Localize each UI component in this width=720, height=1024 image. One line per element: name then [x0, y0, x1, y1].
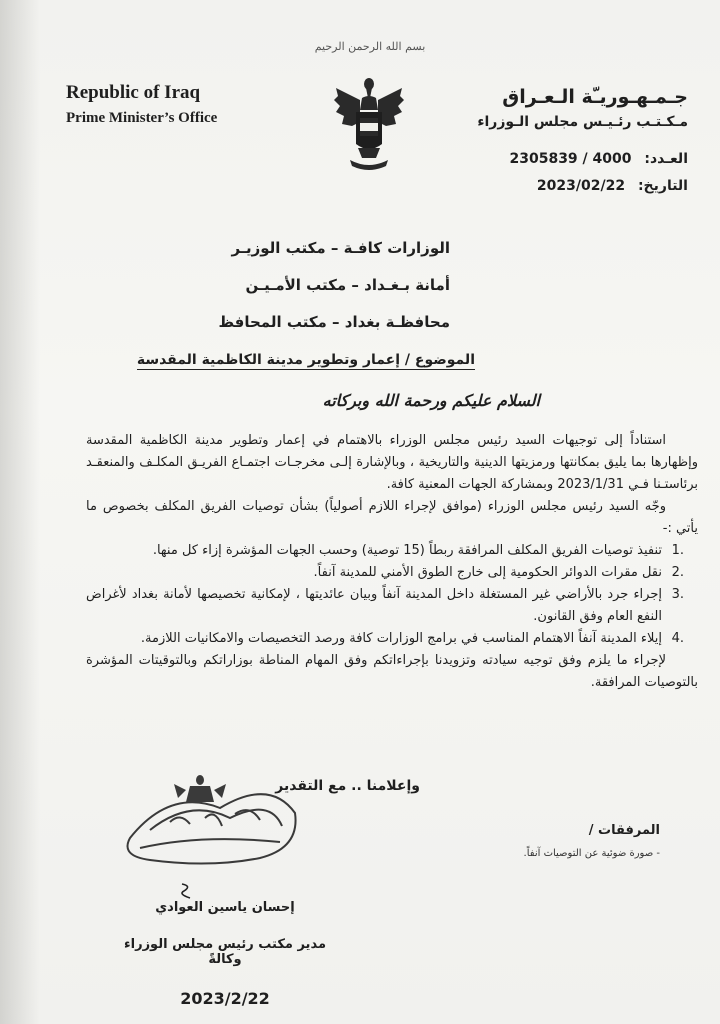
signature-mark-icon	[174, 882, 204, 900]
header-arabic-office: مـكـتـب رئـيـس مجلس الـوزراء	[477, 114, 688, 130]
list-item-number: 4.	[671, 631, 684, 646]
signature-date: 2023/2/22	[180, 989, 270, 1008]
reference-block	[509, 146, 688, 200]
header-english	[66, 82, 217, 127]
body-paragraph: وجّه السيد رئيس مجلس الوزراء (موافق لإجراء اللازم أصولياً) بشأن توصيات الفريق المكلف بخصوص ما يأتي :-	[86, 499, 698, 536]
letter-body	[86, 430, 698, 694]
page-edge-shadow	[0, 0, 40, 1024]
list-item-number: 1.	[671, 543, 684, 558]
eagle-emblem-icon	[332, 74, 406, 174]
attachments-title: المرفقات /	[588, 823, 660, 838]
directive-list	[86, 540, 698, 650]
recipient-line: محافظـة بغداد – مكتب المحافظ	[218, 313, 450, 331]
greeting: السلام عليكم ورحمة الله وبركاته	[322, 391, 540, 410]
closing-line: وإعلامنا .. مع التقدير	[275, 778, 420, 794]
attachments-block	[524, 823, 660, 859]
subject-line: الموضوع / إعمار وتطوير مدينة الكاظمية المقدسة	[136, 352, 475, 368]
basmala: بسم الله الرحمن الرحيم	[314, 40, 426, 53]
list-item-number: 2.	[671, 565, 684, 580]
list-item-number: 3.	[671, 587, 684, 602]
list-item-text: إيلاء المدينة آنفاً الاهتمام المناسب في برامج الوزارات كافة ورصد التخصيصات والامكانيات اللازمة.	[140, 631, 662, 646]
list-item	[86, 540, 684, 562]
list-item	[86, 562, 684, 584]
list-item-text: نقل مقرات الدوائر الحكومية إلى خارج الطوق الأمني للمدينة آنفاً.	[313, 565, 662, 580]
header-english-country: Republic of Iraq	[66, 82, 201, 103]
attachment-item: - صورة ضوئية عن التوصيات آنفاً.	[523, 848, 660, 859]
signer-name: إحسان ياسين العوادي	[155, 900, 295, 915]
header-arabic	[477, 86, 688, 130]
signer-block	[110, 900, 340, 1008]
reference-date-label: التاريخ:	[637, 178, 688, 194]
recipient-line: الوزارات كافـة – مكتب الوزيـر	[231, 239, 450, 257]
reference-date-value: 2023/02/22	[536, 178, 626, 194]
reference-number-row	[509, 146, 688, 173]
header-english-office: Prime Minister’s Office	[66, 110, 218, 126]
list-item	[86, 628, 684, 650]
body-paragraph: استناداً إلى توجيهات السيد رئيس مجلس الوزراء بالاهتمام في إعمار وتطوير مدينة الكاظمية المقدسة وإظهارها بما يليق بمكانتها ورمزيتها الدينية والتاريخية ، وبالإشارة إلـى مخرجـات اجتمـاع الفريـق المكلـف والمنعقـد برئاستـنا فـي 2023/1/31 وبمشاركة الجهات المعنية كافة.	[86, 433, 698, 492]
list-item-text: تنفيذ توصيات الفريق المكلف المرافقة ربطاً (15 توصية) وحسب الجهات المؤشرة إزاء كل منها.	[152, 543, 662, 558]
reference-date-row	[509, 173, 688, 200]
office-stamp-icon	[110, 768, 310, 878]
list-item	[86, 584, 684, 628]
recipients-list	[190, 230, 450, 341]
body-paragraph: لإجراء ما يلزم وفق توجيه سيادته وتزويدنا بإجراءاتكم وفق المهام المناطة بوزاراتكم وبالتوقيتات المؤشرة بالتوصيات المرافقة.	[86, 653, 698, 690]
reference-number-label: العـدد:	[644, 151, 688, 167]
list-item-text: إجراء جرد بالأراضي غير المستغلة داخل المدينة آنفاً وبيان عائديتها ، لإمكانية تخصيصها لأمانة بغداد لأغراض النفع العام وفق القانون.	[86, 587, 662, 624]
recipient-line: أمانة بـغـداد – مكتب الأمـيـن	[245, 276, 450, 294]
reference-number-value: 2305839 / 4000	[509, 151, 632, 167]
signer-title: مدير مكتب رئيس مجلس الوزراء وكالةً	[123, 937, 326, 967]
header-arabic-country: جـمـهـوريـّة الـعـراق	[502, 86, 688, 108]
